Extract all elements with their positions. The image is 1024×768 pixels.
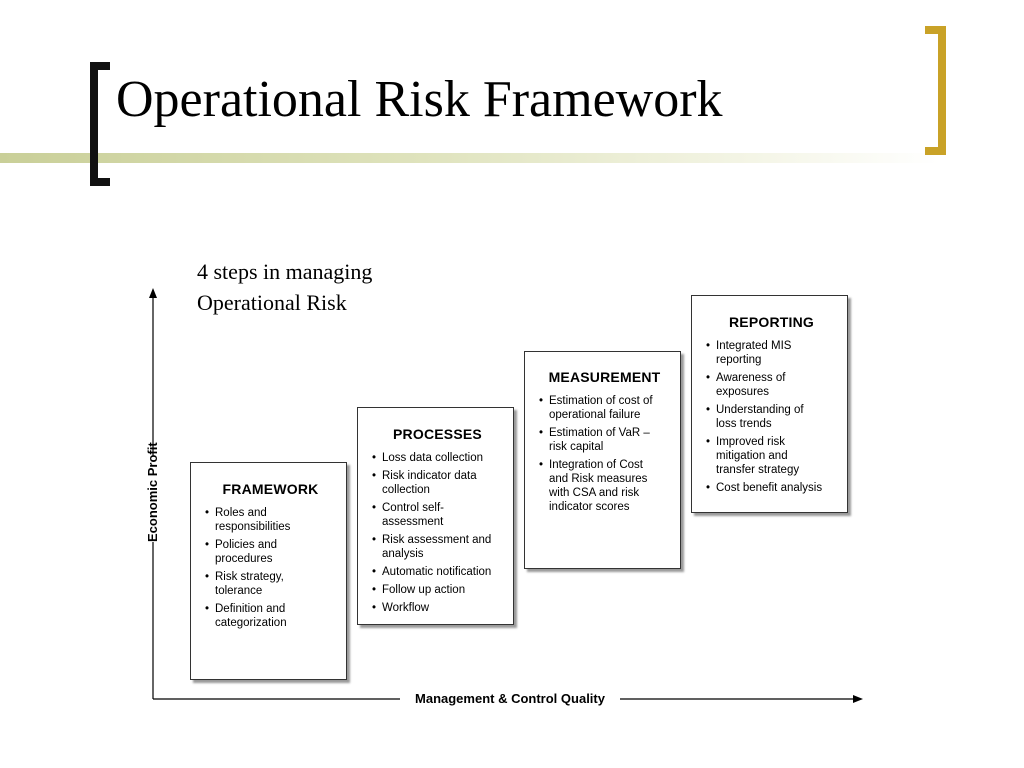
step-item-line: • Risk indicator data [382, 470, 477, 482]
step-item-line: loss trends [716, 418, 772, 430]
step-box-framework [190, 462, 347, 680]
slide-title: Operational Risk Framework [116, 71, 723, 128]
step-item [372, 451, 503, 465]
step-item [205, 538, 336, 566]
step-item-line: transfer strategy [716, 464, 800, 476]
step-item-line: • Follow up action [382, 584, 466, 596]
step-box-measurement [524, 351, 681, 569]
step-item-line: analysis [382, 548, 424, 560]
step-item-list [706, 339, 837, 495]
step-item [706, 339, 837, 367]
step-item-line: • Integration of Cost [549, 459, 643, 471]
step-item [539, 394, 670, 422]
x-axis-arrowhead [853, 695, 863, 703]
step-item [372, 533, 503, 561]
step-item [372, 565, 503, 579]
step-item-line: • Workflow [382, 602, 430, 614]
step-heading: FRAMEWORK [222, 481, 319, 497]
step-item-line: • Control self- [382, 502, 444, 514]
step-item [205, 570, 336, 598]
step-item [539, 458, 670, 514]
step-item-line: • Estimation of VaR – [549, 427, 650, 439]
y-axis-arrowhead [149, 288, 157, 298]
x-axis-label: Management & Control Quality [400, 690, 620, 708]
step-item-line: • Roles and [215, 507, 267, 519]
step-item-line: operational failure [549, 409, 641, 421]
step-item [205, 506, 336, 534]
step-item-line: • Integrated MIS [716, 340, 792, 352]
step-item-list [372, 451, 503, 615]
step-item [372, 469, 503, 497]
step-item [706, 371, 837, 399]
step-item [372, 501, 503, 529]
step-item [706, 435, 837, 477]
step-item-line: procedures [215, 553, 273, 565]
step-item-line: assessment [382, 516, 444, 528]
step-item-line: categorization [215, 617, 287, 629]
step-heading: MEASUREMENT [548, 369, 661, 385]
step-item-line: • Risk assessment and [382, 534, 492, 546]
step-item-line: responsibilities [215, 521, 291, 533]
subtitle-line: 4 steps in managing [197, 259, 373, 284]
step-item-line: collection [382, 484, 430, 496]
step-item [372, 601, 503, 615]
step-item-line: • Loss data collection [382, 452, 484, 464]
subtitle-line: Operational Risk [197, 290, 347, 315]
step-item-line: • Automatic notification [382, 566, 492, 578]
step-item-line: exposures [716, 386, 770, 398]
step-item [372, 583, 503, 597]
step-item-line: • Cost benefit analysis [716, 482, 823, 494]
step-box-processes [357, 407, 514, 625]
step-item-line: • Definition and [215, 603, 286, 615]
step-item-line: • Improved risk [716, 436, 786, 448]
step-item-line: mitigation and [716, 450, 788, 462]
step-item-line: • Estimation of cost of [549, 395, 653, 407]
step-item-line: reporting [716, 354, 762, 366]
step-heading: PROCESSES [393, 426, 482, 442]
step-item-line: tolerance [215, 585, 263, 597]
step-box-reporting [691, 295, 848, 513]
step-heading: REPORTING [728, 314, 815, 330]
step-item-line: with CSA and risk [549, 487, 640, 499]
step-item-line: • Policies and [215, 539, 278, 551]
step-item [205, 602, 336, 630]
step-item-line: risk capital [549, 441, 604, 453]
step-item-line: • Awareness of [716, 372, 786, 384]
step-item-line: and Risk measures [549, 473, 648, 485]
step-item-line: indicator scores [549, 501, 630, 513]
y-axis-label: Economic Profit [143, 456, 163, 542]
step-item [706, 481, 837, 495]
step-item-line: • Risk strategy, [215, 571, 284, 583]
step-item-list [205, 506, 336, 630]
step-item-list [539, 394, 670, 514]
step-item [539, 426, 670, 454]
step-item [706, 403, 837, 431]
step-item-line: • Understanding of [716, 404, 804, 416]
